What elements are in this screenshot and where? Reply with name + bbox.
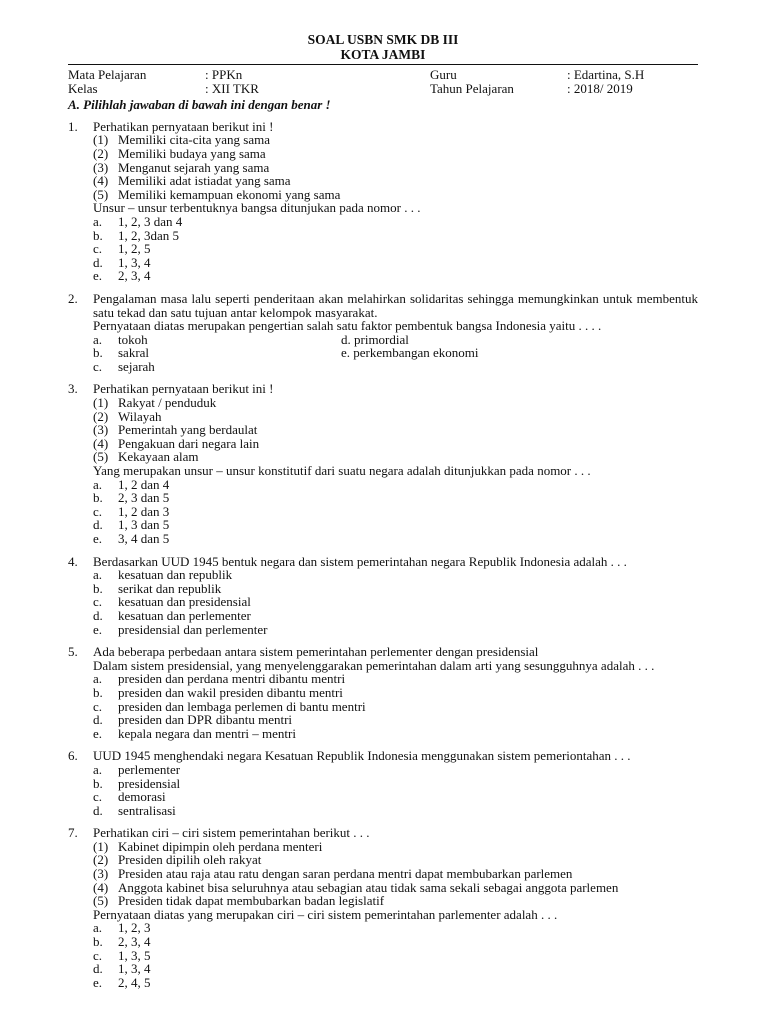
statement-item: (3) Menganut sejarah yang sama (93, 159, 270, 175)
question-number: 2. (68, 290, 78, 306)
answer-option-d: d. 1, 3, 4 (93, 254, 151, 270)
question-text: Pengalaman masa lalu seperti penderitaan akan melahirkan solidaritas sehingga memungkinkan untuk membentuk satu tekad dan satu tujuan antar kelompok masyarakat. (93, 290, 698, 320)
statement-item: (3) Pemerintah yang berdaulat (93, 422, 258, 438)
statement-item: (1) Memiliki cita-cita yang sama (93, 132, 270, 148)
question-number: 4. (68, 553, 78, 569)
answer-option-a: a. tokoh (93, 331, 148, 347)
answer-option-empty (341, 360, 698, 374)
answer-option-b: b. serikat dan republik (93, 580, 222, 596)
section-instruction: A. Pilihlah jawaban di bawah ini dengan benar ! (68, 97, 331, 113)
info-value-class: : XII TKR (205, 80, 259, 96)
info-value-teacher: : Edartina, S.H (567, 67, 645, 82)
answer-option-c: c. 1, 3, 5 (93, 947, 151, 963)
question-stem: Pernyataan diatas merupakan pengertian salah satu faktor pembentuk bangsa Indonesia yaitu . . . . (93, 318, 602, 334)
answer-option-c: c. presiden dan lembaga perlemen di bantu mentri (93, 698, 366, 714)
exam-page (68, 32, 698, 998)
answer-option-b: b. 2, 3, 4 (93, 934, 151, 950)
question-text: Perhatikan ciri – ciri sistem pemerintahan berikut . . . (93, 825, 370, 841)
statement-item: (4) Memiliki adat istiadat yang sama (93, 173, 291, 189)
answer-option-d: d. sentralisasi (93, 802, 176, 818)
statement-item: (4) Anggota kabinet bisa seluruhnya atau sebagian atau tidak sama sekali sebagai anggota parlemen (93, 879, 619, 895)
answer-option-c: c. demorasi (93, 789, 166, 805)
info-label-class: Kelas (68, 80, 98, 96)
answer-option-a: a. 1, 2, 3 dan 4 (93, 213, 183, 229)
question-1 (68, 120, 698, 283)
question-number: 6. (68, 748, 78, 764)
answer-options (93, 333, 698, 374)
statement-item: (5) Kekayaan alam (93, 449, 199, 465)
question-text: Perhatikan pernyataan berikut ini ! (93, 381, 274, 397)
info-label-teacher: Guru (430, 67, 457, 82)
answer-option-c: c. 1, 2 dan 3 (93, 503, 170, 519)
question-number: 5. (68, 644, 78, 660)
question-text: Ada beberapa perbedaan antara sistem pemerintahan perlementer dengan presidensial (93, 644, 539, 660)
info-label-subject: Mata Pelajaran (68, 67, 147, 82)
statement-item: (5) Presiden tidak dapat membubarkan badan legislatif (93, 893, 385, 909)
question-number: 3. (68, 381, 78, 397)
question-5 (68, 645, 698, 740)
answer-option-c: c. sejarah (93, 358, 155, 374)
statement-item: (3) Presiden atau raja atau ratu dengan saran perdana mentri dapat membubarkan parlemen (93, 866, 573, 882)
answer-option-d: d. presiden dan DPR dibantu mentri (93, 712, 293, 728)
exam-info (68, 68, 698, 95)
statement-item: (1) Kabinet dipimpin oleh perdana menteri (93, 838, 323, 854)
question-stem: Yang merupakan unsur – unsur konstitutif dari suatu negara adalah ditunjukkan pada nomor . . . (93, 463, 591, 479)
question-number: 7. (68, 825, 78, 841)
answer-option-b: b. sakral (93, 345, 150, 361)
statement-item: (2) Presiden dipilih oleh rakyat (93, 852, 262, 868)
answer-option-a: a. kesatuan dan republik (93, 567, 233, 583)
answer-option-c: c. kesatuan dan presidensial (93, 594, 251, 610)
exam-subtitle: KOTA JAMBI (340, 47, 426, 62)
statement-item: (1) Rakyat / penduduk (93, 395, 217, 411)
question-2 (68, 292, 698, 374)
answer-option-a: a. perlementer (93, 761, 181, 777)
statement-item: (2) Wilayah (93, 408, 162, 424)
answer-option-b: b. presidensial (93, 775, 181, 791)
question-stem: Dalam sistem presidensial, yang menyelenggarakan pemerintahan dalam arti yang sesungguhnya adalah . . . (93, 657, 655, 673)
info-value-year: : 2018/ 2019 (567, 80, 633, 96)
answer-option-e: e. 3, 4 dan 5 (93, 531, 170, 546)
answer-option-e: e. perkembangan ekonomi (341, 345, 479, 361)
answer-option-d: d. kesatuan dan perlementer (93, 607, 251, 623)
question-7 (68, 826, 698, 989)
header-rule (68, 64, 698, 65)
question-4 (68, 555, 698, 637)
info-label-year: Tahun Pelajaran (430, 80, 514, 96)
answer-option-e: e. 2, 4, 5 (93, 974, 151, 990)
question-text: Perhatikan pernyataan berikut ini ! (93, 118, 274, 134)
exam-title: SOAL USBN SMK DB III (307, 32, 459, 47)
answer-option-d: d. 1, 3, 4 (93, 961, 151, 977)
answer-option-b: b. 2, 3 dan 5 (93, 490, 170, 506)
statement-item: (2) Memiliki budaya yang sama (93, 145, 266, 161)
statement-item: (4) Pengakuan dari negara lain (93, 435, 260, 451)
answer-option-a: a. presiden dan perdana mentri dibantu mentri (93, 671, 346, 687)
answer-option-e: e. 2, 3, 4 (93, 268, 151, 284)
answer-option-b: b. presiden dan wakil presiden dibantu mentri (93, 684, 343, 700)
answer-option-e: e. presidensial dan perlementer (93, 621, 268, 637)
answer-option-a: a. 1, 2 dan 4 (93, 476, 170, 492)
answer-option-a: a. 1, 2, 3 (93, 920, 151, 936)
answer-option-c: c. 1, 2, 5 (93, 241, 151, 257)
question-6 (68, 749, 698, 817)
statement-item: (5) Memiliki kemampuan ekonomi yang sama (93, 186, 341, 202)
question-stem: Pernyataan diatas yang merupakan ciri – ciri sistem pemerintahan parlementer adalah . . . (93, 906, 558, 922)
answer-option-d: d. primordial (341, 331, 409, 347)
question-text: UUD 1945 menghendaki negara Kesatuan Republik Indonesia menggunakan sistem pemeriontahan . . . (93, 748, 631, 764)
info-value-subject: : PPKn (205, 67, 243, 82)
question-number: 1. (68, 118, 78, 134)
question-text: Berdasarkan UUD 1945 bentuk negara dan sistem pemerintahan negara Republik Indonesia adalah . . . (93, 553, 627, 569)
question-3 (68, 382, 698, 545)
answer-option-b: b. 1, 2, 3dan 5 (93, 227, 180, 243)
answer-option-e: e. kepala negara dan mentri – mentri (93, 725, 296, 741)
answer-option-d: d. 1, 3 dan 5 (93, 517, 170, 533)
question-stem: Unsur – unsur terbentuknya bangsa ditunjukan pada nomor . . . (93, 200, 421, 216)
